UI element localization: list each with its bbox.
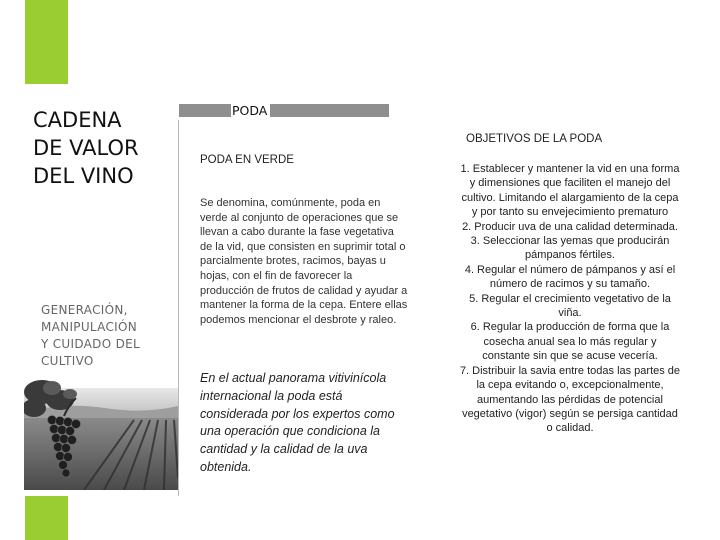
accent-block-top: [25, 0, 68, 84]
list-item: 1. Establecer y mantener la vid en una forma y dimensiones que faciliten el manejo del cultivo. Limitando el alargamiento de la cepa y por tanto su envejecimiento prematuro: [460, 163, 680, 219]
section-title: PODA: [231, 104, 270, 117]
subtitle-line: GENERACIÓN,: [41, 303, 128, 317]
list-item: 4. Regular el número de pámpanos y así el número de racimos y su tamaño.: [464, 263, 676, 291]
column-divider: [178, 120, 179, 496]
objectives-list: [459, 162, 681, 436]
accent-block-bottom: [25, 496, 68, 540]
list-item: 2. Producir uva de una calidad determinada.: [462, 220, 678, 233]
objectives-title: OBJETIVOS DE LA PODA: [466, 133, 603, 145]
section-header-bar: [179, 104, 389, 117]
vineyard-grapes-photo: [24, 378, 178, 490]
subtitle: [41, 302, 171, 370]
italic-paragraph: En el actual panorama vitivinícola internacional la poda está considerada por los expertos como una operación que condiciona la cantidad y la calidad de la uva obtenida.: [200, 371, 395, 474]
list-item: 6. Regular la producción de forma que la cosecha anual sea lo más regular y constante sin que se acuse vecería.: [470, 321, 670, 363]
subheading: PODA EN VERDE: [200, 154, 294, 166]
subtitle-line: MANIPULACIÓN: [41, 320, 137, 334]
list-item: 3. Seleccionar las yemas que producirán pámpanos fértiles.: [470, 235, 670, 262]
vineyard-grapes-icon: [24, 378, 178, 490]
list-item: 7. Distribuir la savia entre todas las partes de la cepa evitando o, excepcionalmente, aumentando las pérdidas de potencial vegetativo (vigor) según se persiga cantidad o calidad.: [459, 364, 681, 435]
list-item: 5. Regular el crecimiento vegetativo de la viña.: [469, 292, 671, 320]
subtitle-line: CULTIVO: [41, 354, 94, 368]
body-paragraph: Se denomina, comúnmente, poda en verde al conjunto de operaciones que se llevan a cabo durante la fase vegetativa de la vid, que consisten en suprimir total o parcialmente brotes, racimos, bayas u hojas, con el fin de favorecer la producción de frutos de calidad y ayudar a mantener la forma de la cepa. Entere ellas podemos mencionar el desbrote y raleo.: [200, 197, 408, 326]
main-title: CADENA DE VALOR DEL VINO: [33, 108, 139, 188]
subtitle-line: Y CUIDADO DEL: [41, 337, 140, 351]
